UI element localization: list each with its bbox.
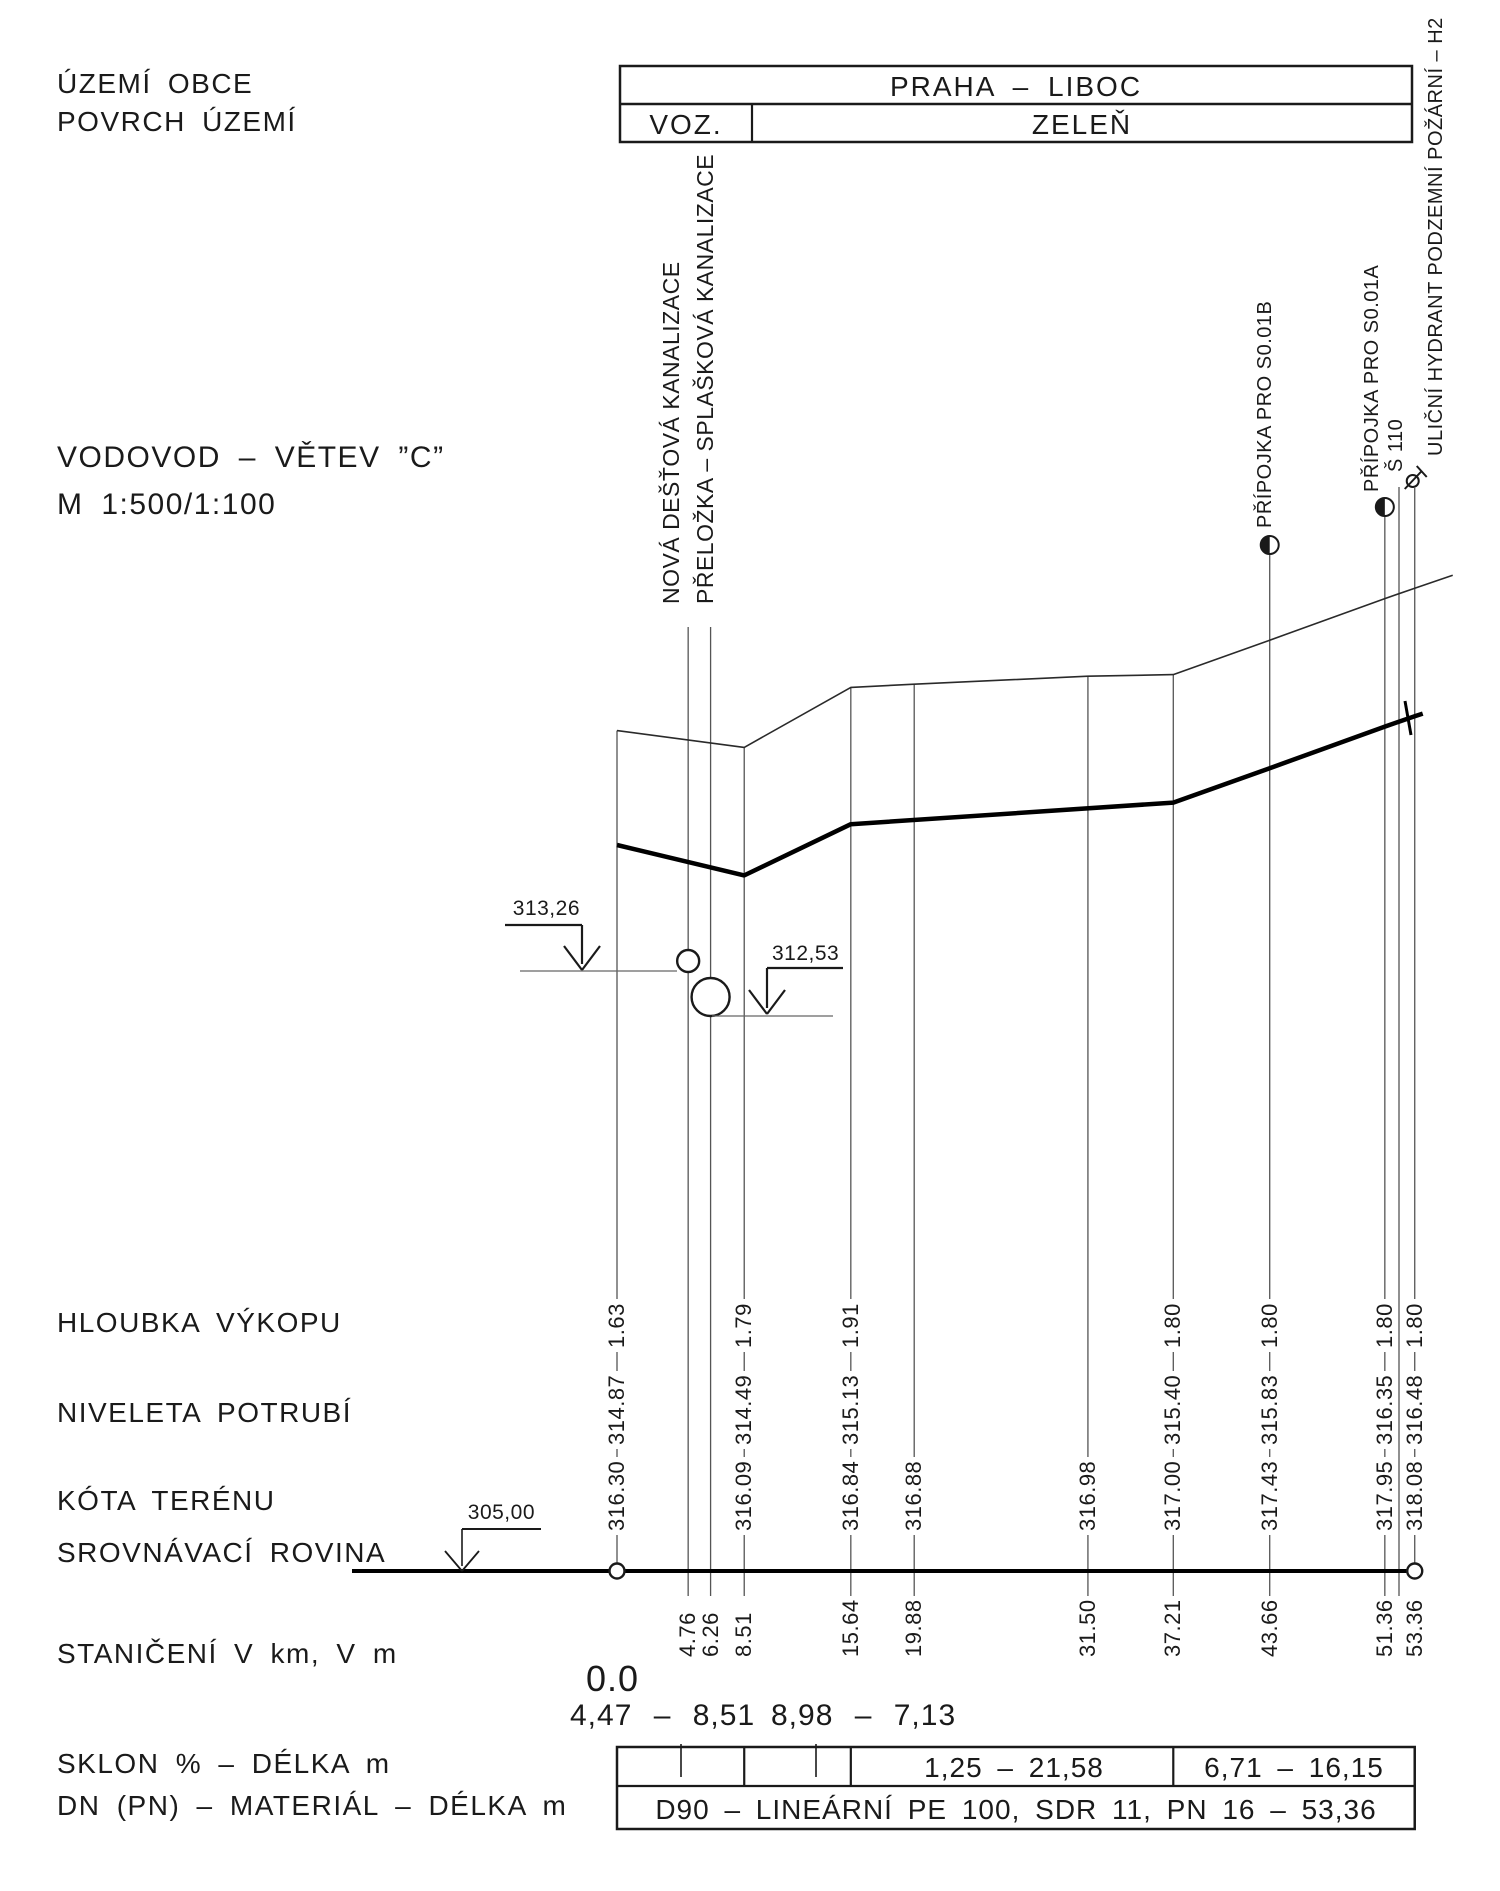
invert-value: 314.87 (606, 1371, 628, 1449)
slope-segment-3: 1,25 – 21,58 (924, 1752, 1104, 1783)
sewer-invert-level: 312,53 (772, 942, 840, 965)
ground-value: 318.08 (1404, 1457, 1426, 1535)
slope-segment-1: 4,47 – 8,51 (570, 1699, 756, 1732)
station-value: 15.64 (837, 1599, 863, 1657)
station-value: 6.26 (697, 1612, 723, 1657)
ground-value: 317.00 (1162, 1457, 1184, 1535)
datum-row-label: SROVNÁVACÍ ROVINA (57, 1537, 387, 1568)
ground-value: 316.98 (1077, 1457, 1099, 1535)
surface-label: POVRCH ÚZEMÍ (57, 106, 297, 137)
invert-value: 314.49 (733, 1371, 755, 1449)
invert-value: 316.35 (1374, 1371, 1396, 1449)
ground-value: 316.09 (733, 1457, 755, 1535)
station-value: 4.76 (675, 1612, 701, 1657)
crossing-label-foul-sewer: PŘELOŽKA – SPLAŠKOVÁ KANALIZACE (692, 153, 719, 604)
connection-label-s001b: PŘÍPOJKA PRO S0.01B (1253, 300, 1276, 528)
station-value: 19.88 (901, 1599, 927, 1657)
storm-invert-level: 313,26 (512, 897, 580, 920)
start-station-value: 0.0 (586, 1658, 640, 1699)
depth-row-label: HLOUBKA VÝKOPU (57, 1307, 342, 1338)
connection-label-hydrant-h2: ULIČNÍ HYDRANT PODZEMNÍ POŽÁRNÍ – H2 (1425, 17, 1447, 456)
slope-segment-4: 6,71 – 16,15 (1204, 1752, 1384, 1783)
ground-value: 316.88 (903, 1457, 925, 1535)
drawing-scale: M 1:500/1:100 (57, 488, 277, 521)
municipality-value: PRAHA – LIBOC (889, 71, 1143, 102)
slope-segment-2: 8,98 – 7,13 (771, 1699, 957, 1732)
slope-row-label: SKLON % – DÉLKA m (57, 1748, 391, 1779)
ground-value: 316.30 (606, 1457, 628, 1535)
pipe-material-spec: D90 – LINEÁRNÍ PE 100, SDR 11, PN 16 – 53,36 (655, 1794, 1377, 1825)
depth-value: 1.63 (606, 1299, 628, 1352)
datum-level-value: 305,00 (467, 1501, 535, 1524)
depth-value: 1.91 (840, 1299, 862, 1352)
material-row-label: DN (PN) – MATERIÁL – DÉLKA m (57, 1790, 568, 1821)
crossing-label-storm-sewer: NOVÁ DEŠŤOVÁ KANALIZACE (657, 261, 684, 604)
depth-value: 1.80 (1162, 1299, 1184, 1352)
depth-value: 1.79 (733, 1299, 755, 1352)
ground-value: 316.84 (840, 1457, 862, 1535)
ground-value: 317.95 (1374, 1457, 1396, 1535)
station-value: 8.51 (731, 1612, 757, 1657)
station-value: 51.36 (1371, 1599, 1397, 1657)
station-value: 43.66 (1256, 1599, 1282, 1657)
surface-green-cell: ZELEŇ (1031, 109, 1133, 140)
drawing-title: VODOVOD – VĚTEV ”C” (57, 441, 445, 474)
depth-value: 1.80 (1259, 1299, 1281, 1352)
station-value: 37.21 (1160, 1599, 1186, 1657)
invert-row-label: NIVELETA POTRUBÍ (57, 1397, 352, 1428)
station-row-label: STANIČENÍ V km, V m (57, 1638, 398, 1669)
ground-row-label: KÓTA TERÉNU (57, 1485, 276, 1516)
invert-value: 315.13 (840, 1371, 862, 1449)
territory-label: ÚZEMÍ OBCE (57, 68, 254, 99)
invert-value: 316.48 (1404, 1371, 1426, 1449)
surface-road-cell: VOZ. (649, 109, 723, 140)
invert-value: 315.40 (1162, 1371, 1184, 1449)
depth-value: 1.80 (1404, 1299, 1426, 1352)
station-value: 31.50 (1074, 1599, 1100, 1657)
connection-label-s001a: PŘÍPOJKA PRO S0.01A (1360, 264, 1383, 492)
ground-value: 317.43 (1259, 1457, 1281, 1535)
connection-label-s110: Š 110 (1385, 418, 1407, 472)
invert-value: 315.83 (1259, 1371, 1281, 1449)
depth-value: 1.80 (1374, 1299, 1396, 1352)
station-value: 53.36 (1401, 1599, 1427, 1657)
